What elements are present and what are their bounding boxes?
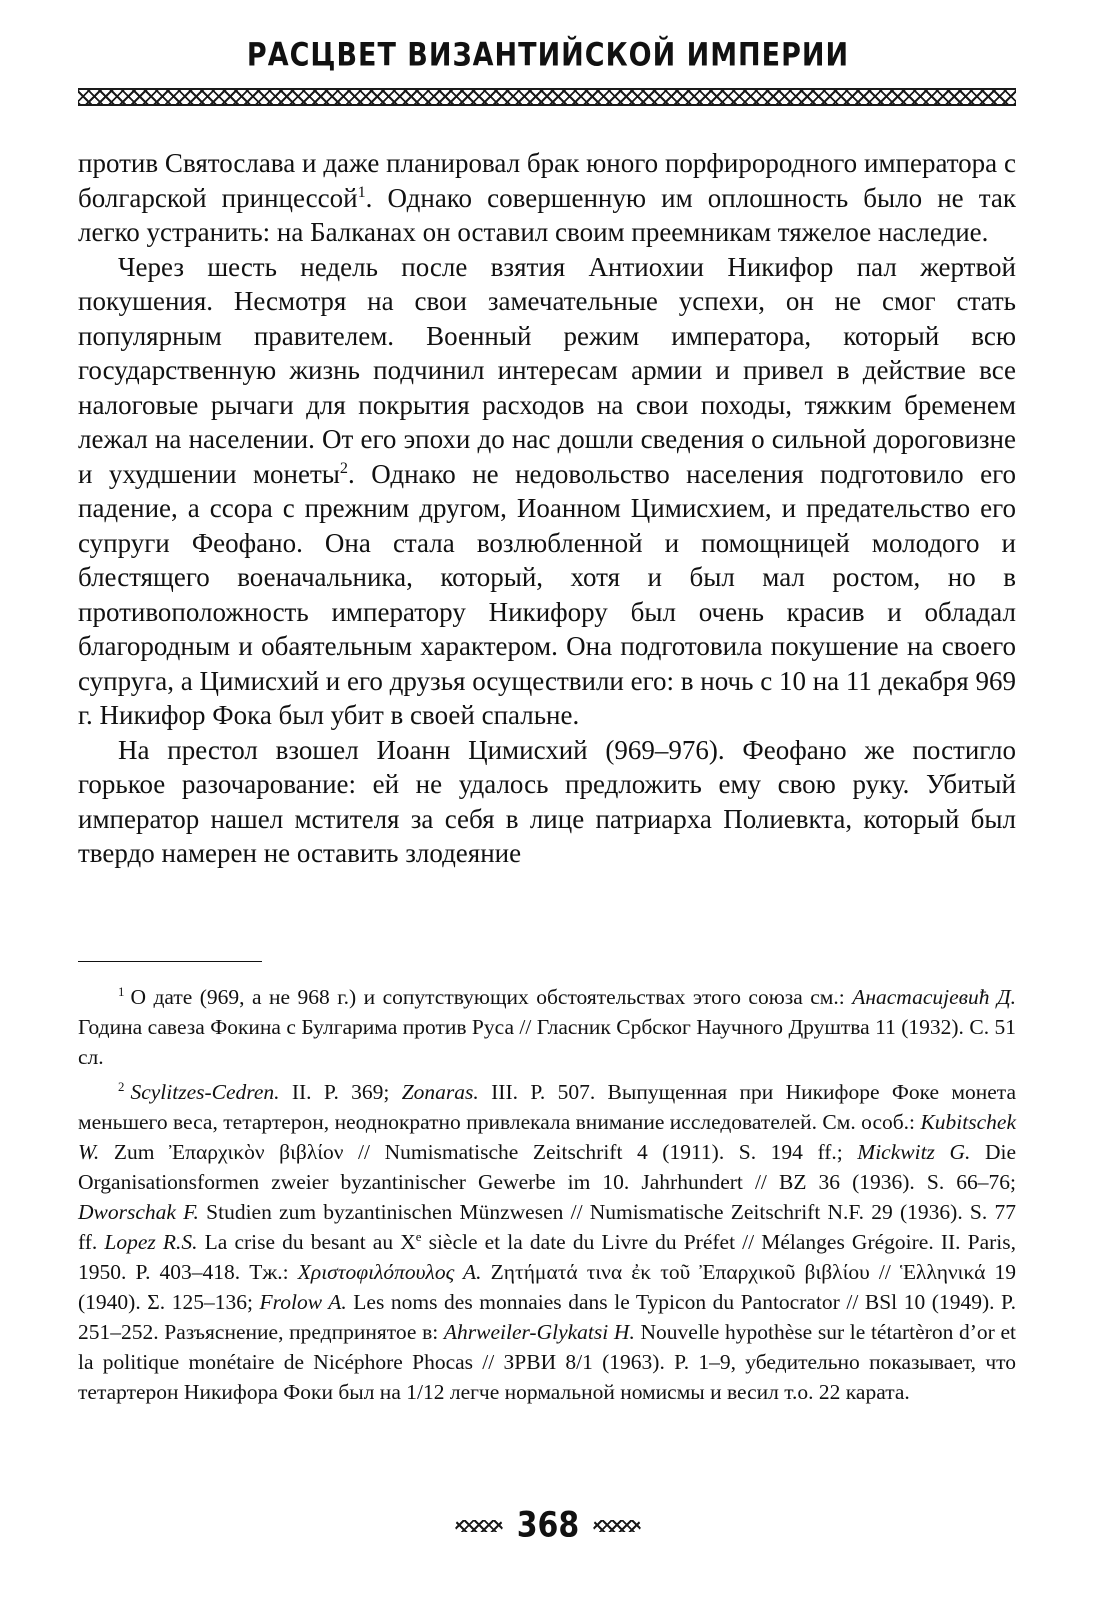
paragraph: На престол взошел Иоанн Цимисхий (969–976). Феофано же постигло горькое разочарование: ей не удалось предложить ему свою руку. Убитый император нашел мстителя за себя в лице патриарха Полиевкта, который был твердо намерен не оставить злодеяние <box>78 734 1016 868</box>
footnote-separator <box>78 961 262 962</box>
footnote-ref[interactable]: 2 <box>339 458 349 477</box>
paragraph: против Святослава и даже планировал брак юного порфирородного императора с болгарской принцессой$^1$. Однако совершенную им оплошность было не так легко устранить: на Балканах он оставил своим преемникам тяжелое наследие. <box>78 148 1016 247</box>
header-ornament <box>78 88 1016 106</box>
paragraph: Через шесть недель после взятия Антиохии Никифор пал жертвой покушения. Несмотря на свои замечательные успехи, он не смог стать популярным правителем. Военный режим императора, который всю государственную жизнь подчинил интересам армии и привел в действие все налоговые рычаги для покрытия расходов на свои походы, тяжким бременем лежал на населении. От его эпохи до нас дошли сведения о сильной дороговизне и ухудшении монеты$^2$. Однако не недовольство населения подготовило его падение, а ссора с прежним другом, Иоанном Цимисхием, и предательство его супруги Феофано. Она стала возлюбленной и помощницей молодого и блестящего военачальника, который, хотя и был мал ростом, но в противоположность императору Никифору был очень красив и обладал благородным и обаятельным характером. Она подготовила покушение на своего супруга, а Цимисхий и его друзья осуществили его: в ночь с 10 на 11 декабря 969 г. Никифор Фока был убит в своей спальне. <box>78 251 1016 730</box>
footnote-ref[interactable]: 1 <box>357 182 366 201</box>
ornament-left-icon <box>455 1520 503 1532</box>
fraction: 1/12 <box>406 1380 445 1404</box>
ornament-right-icon <box>593 1520 641 1532</box>
page-footer <box>0 1505 1096 1546</box>
footnotes <box>78 982 1016 1412</box>
main-text <box>78 146 1016 871</box>
running-header: РАСЦВЕТ ВИЗАНТИЙСКОЙ ИМПЕРИИ <box>246 36 850 75</box>
footnote: $^2$ Scylitzes-Cedren. II. P. 369; Zonaras. III. P. 507. Выпущенная при Никифоре Фоке монета меньшего веса, тетартерон, неоднократно привлекала внимание исследователей. См. особ.: Kubitschek W. Zum Ἐπαρχικὸν βιβλίον // Numismatische Zeitschrift 4 (1911). S. 194 ff.; Mickwitz G. Die Organisationsformen zweier byzantinischer Gewerbe im 10. Jahrhundert // BZ 36 (1936). S. 66–76; Dworschak F. Studien zum byzantinischen Münzwesen // Numismatische Zeitschrift N.F. 29 (1936). S. 77 ff. Lopez R.S. La crise du besant au Xe siècle et la date du Livre du Préfet // Mélanges Grégoire. II. Paris, 1950. P. 403–418. Тж.: Χριστοφιλόπουλος Α. Ζητήματά τινα ἐκ τοῦ Ἐπαρχικοῦ βιβλίου // Ἑλληνικά 19 (1940). Σ. 125–136; Frolow A. Les noms des monnaies dans le Typicon du Pantocrator // BSl 10 (1949). P. 251–252. Разъяснение, предпринятое в: Ahrweiler-Glykatsi H. Nouvelle hypothèse sur le tétartèron d’or et la politique monétaire de Nicéphore Phocas // ЗРВИ 8/1 (1963). P. 1–9, убедительно показывает, что тетартерон Никифора Фоки был на 1/12 легче нормальной номисмы и весил т.о. 22 карата. <box>78 1079 1017 1404</box>
footnote: $^1$ О дате (969, а не 968 г.) и сопутствующих обстоятельствах этого союза см.: Анастасијевић Д. Година савеза Фокина с Булгарима против Руса // Гласник Србског Научного Друштва 11 (1932). С. 51 сл. <box>78 984 1017 1069</box>
footnote-mark: 1 <box>118 984 125 999</box>
page-number: 368 <box>516 1505 580 1546</box>
footnote-mark: 2 <box>118 1079 125 1094</box>
